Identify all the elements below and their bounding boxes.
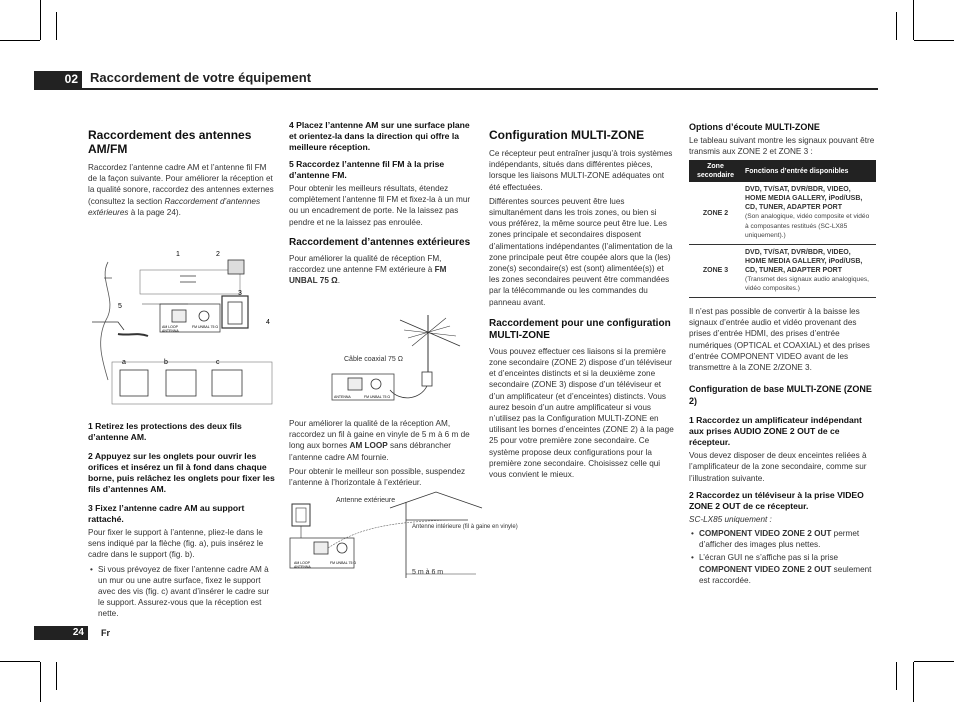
bullet-item: • COMPONENT VIDEO ZONE 2 OUT permet d’afficher des images plus nettes.: [689, 528, 876, 550]
paragraph: Le tableau suivant montre les signaux pouvant être transmis aux ZONE 2 et ZONE 3 :: [689, 136, 875, 157]
paragraph: Différentes sources peuvent être lues simultanément dans les trois zones, ou bien si vous préférez, la même source peut être lue. Les zones principale et secondaires disposent d’alimentations indépendantes (l’alimentation de la zone principale peut être coupée alors que la (les) zone(s) secondaire(s) est (sont) alimentée(s)) et les zones secondaires peuvent être commandées par la télécommande ou les commandes du panneau avant.: [489, 196, 673, 307]
table-header: Zone secondaire: [689, 160, 742, 182]
fig-sub-label: a: [122, 359, 126, 366]
table-row: [689, 244, 876, 297]
am-loop-terminal-label: AM LOOP: [162, 325, 178, 329]
fig-step-label: 5: [118, 303, 122, 310]
subsection-title: Configuration de base MULTI-ZONE (ZONE 2): [689, 384, 872, 407]
fm-paragraph: Pour améliorer la qualité de réception FM, raccordez une antenne FM extérieure à FM UNBAL 75 Ω.: [289, 253, 447, 286]
crop-mark: [913, 662, 914, 702]
fig-step-label: 1: [176, 251, 180, 258]
page-number: 24: [34, 626, 88, 640]
step-3: 3 Fixez l’antenne cadre AM au support rattaché.: [88, 503, 245, 524]
intro-paragraph: Raccordez l’antenne cadre AM et l’antenne fil FM de la façon suivante. Pour améliorer la réception et la qualité sonore, raccordez des antennes externes (consultez la section Raccordement d’antennes extérieures à la page 24).: [88, 163, 274, 217]
crop-mark: [896, 662, 897, 690]
am-loop-terminal-label: AM LOOP: [294, 561, 310, 565]
language-code: Fr: [101, 628, 110, 638]
step-2: 2 Raccordez un téléviseur à la prise VIDEO ZONE 2 OUT de ce récepteur.: [689, 489, 864, 511]
length-label: 5 m à 6 m: [412, 569, 444, 576]
subsection-title: Raccordement d’antennes extérieures: [289, 236, 471, 248]
chapter-title: Raccordement de votre équipement: [90, 70, 312, 85]
step-1-text: Vous devez disposer de deux enceintes reliées à l’amplificateur de la zone secondaire, comme sur l’illustration suivante.: [689, 451, 867, 483]
step-2: 2 Appuyez sur les onglets pour ouvrir les orifices et insérez un fil à fond dans chaque borne, puis relâchez les onglets pour fixer les fils d’antennes AM.: [88, 451, 275, 494]
table-header: Fonctions d’entrée disponibles: [742, 160, 876, 182]
am-fm-antenna-diagram: [88, 240, 278, 410]
fm-terminal-label: FM UNBAL 75 Ω: [364, 395, 391, 399]
am-paragraph-2: Pour obtenir le meilleur son possible, suspendez l’antenne à l’horizontale à l’extérieur.: [289, 466, 466, 488]
step-1: 1 Raccordez un amplificateur indépendant aux prises AUDIO ZONE 2 OUT de ce récepteur.: [689, 415, 862, 448]
step-1: 1 Retirez les protections des deux fils d’antenne AM.: [88, 421, 242, 442]
crop-mark: [56, 662, 57, 690]
antenna-label: ANTENNA: [162, 329, 179, 333]
crop-mark: [913, 0, 914, 40]
fig-step-label: 4: [266, 319, 270, 326]
paragraph: Ce récepteur peut entraîner jusqu’à trois systèmes indépendants, situés dans différentes pièces, lorsque les liaisons MULTI-ZONE adéquates ont été effectuées.: [489, 149, 673, 192]
fm-terminal-label: FM UNBAL 75 Ω: [330, 561, 357, 565]
crop-mark: [0, 40, 40, 41]
section-title: Configuration MULTI-ZONE: [489, 128, 645, 142]
header-divider: [34, 88, 878, 90]
step-4: 4 Placez l’antenne AM sur une surface plane et orientez-la dans la direction qui offre la meilleure réception.: [289, 120, 470, 152]
coax-cable-label: Câble coaxial 75 Ω: [344, 356, 403, 363]
column-multizone: [489, 128, 674, 483]
section-title: Raccordement des antennes AM/FM: [88, 128, 252, 156]
crop-mark: [40, 0, 41, 40]
crop-mark: [914, 661, 954, 662]
fig-sub-label: b: [164, 359, 168, 366]
table-row: [689, 182, 876, 244]
bullet-item: • L’écran GUI ne s’affiche pas si la prise COMPONENT VIDEO ZONE 2 OUT seulement est raccordée.: [689, 552, 876, 586]
table-cell: DVD, TV/SAT, DVR/BDR, VIDEO, HOME MEDIA GALLERY, iPod/USB, CD, TUNER, ADAPTER PORT (Transmet des signaux audio analogiques, vidéo composites.): [742, 244, 876, 297]
fm-terminal-label: FM UNBAL 75 Ω: [192, 325, 219, 329]
table-cell: ZONE 3: [689, 244, 742, 297]
column-external-antennas: [289, 120, 476, 289]
fig-sub-label: c: [216, 359, 220, 366]
crop-mark: [914, 40, 954, 41]
table-cell: ZONE 2: [689, 182, 742, 244]
fig-step-label: 2: [216, 251, 220, 258]
column-am-fm: [88, 128, 275, 221]
column-am-paragraphs: [289, 418, 476, 491]
model-note: SC-LX85 uniquement :: [689, 514, 772, 524]
crop-mark: [56, 12, 57, 40]
outdoor-antenna-label: Antenne extérieure: [336, 497, 396, 504]
step-5-text: Pour obtenir les meilleurs résultats, étendez complètement l’antenne fil FM et fixez-la à un mur ou un encadrement de porte. Ne la laissez pas pendre et ne la laissez pas enroulée.: [289, 184, 471, 227]
antenna-label: ANTENNA: [334, 395, 351, 399]
column-am-fm-steps: [88, 415, 275, 622]
chapter-number: 02: [34, 71, 82, 88]
indoor-antenna-label: Antenne intérieure (fil à gaine en vinyle): [412, 524, 518, 530]
bullet-item: • Si vous prévoyez de fixer l’antenne cadre AM à un mur ou une autre surface, fixez le support avec des vis (fig. c) avant d’insérer le cadre sur le support. Assurez-vous que la réception est nette.: [88, 564, 275, 620]
paragraph: Vous pouvez effectuer ces liaisons si la première zone secondaire (ZONE 2) dispose d’un téléviseur et d’enceintes distincts et si la deuxième zone secondaire (ZONE 3) dispose d’un téléviseur et d’un amplificateur (et d’enceintes) distincts. Vous aurez besoin d’un autre amplificateur si vous n’utilisez pas la Configuration MULTI-ZONE en utilisant les bornes d’enceintes (ZONE 2) à la page 25 pour votre première zone secondaire. Ce système propose deux configurations pour la première zone secondaire. Choisissez celle qui vous convient le mieux.: [489, 346, 674, 480]
fm-outdoor-antenna-diagram: [330, 310, 480, 410]
subsection-title: Options d’écoute MULTI-ZONE: [689, 122, 820, 132]
antenna-label: ANTENNA: [294, 565, 311, 569]
table-header-row: [689, 160, 876, 182]
am-paragraph: Pour améliorer la qualité de la réception AM, raccordez un fil à gaine en vinyle de 5 m à 6 m de long aux bornes AM LOOP sans débrancher l’antenne cadre AM fournie.: [289, 419, 470, 462]
zone-input-table: [689, 160, 876, 298]
fig-step-label: 3: [238, 290, 242, 297]
step-5: 5 Raccordez l’antenne fil FM à la prise d’antenne FM.: [289, 159, 445, 180]
column-multizone-options: [689, 121, 876, 588]
subsection-title: Raccordement pour une configuration MULTI-ZONE: [489, 317, 671, 341]
table-cell: DVD, TV/SAT, DVR/BDR, VIDEO, HOME MEDIA GALLERY, iPod/USB, CD, TUNER, ADAPTER PORT (Son analogique, vidéo composite et vidéo à composantes restitués (SC-LX85 uniquement).): [742, 182, 876, 244]
crop-mark: [40, 662, 41, 702]
crop-mark: [0, 661, 40, 662]
crop-mark: [896, 12, 897, 40]
am-outdoor-antenna-diagram: [286, 490, 518, 582]
paragraph: Il n’est pas possible de convertir à la baisse les signaux d’entrée audio et vidéo provenant des prises d’entrée HDMI, des prises d’entrée numériques (OPTICAL et COAXIAL) et des prises d’entrée COMPONENT VIDEO avant de les transmettre à la ZONE 2/ZONE 3.: [689, 306, 870, 372]
step-3-text: Pour fixer le support à l’antenne, pliez-le dans le sens indiqué par la flèche (fig. a), puis insérez le cadre dans le support (fig. b).: [88, 528, 264, 560]
